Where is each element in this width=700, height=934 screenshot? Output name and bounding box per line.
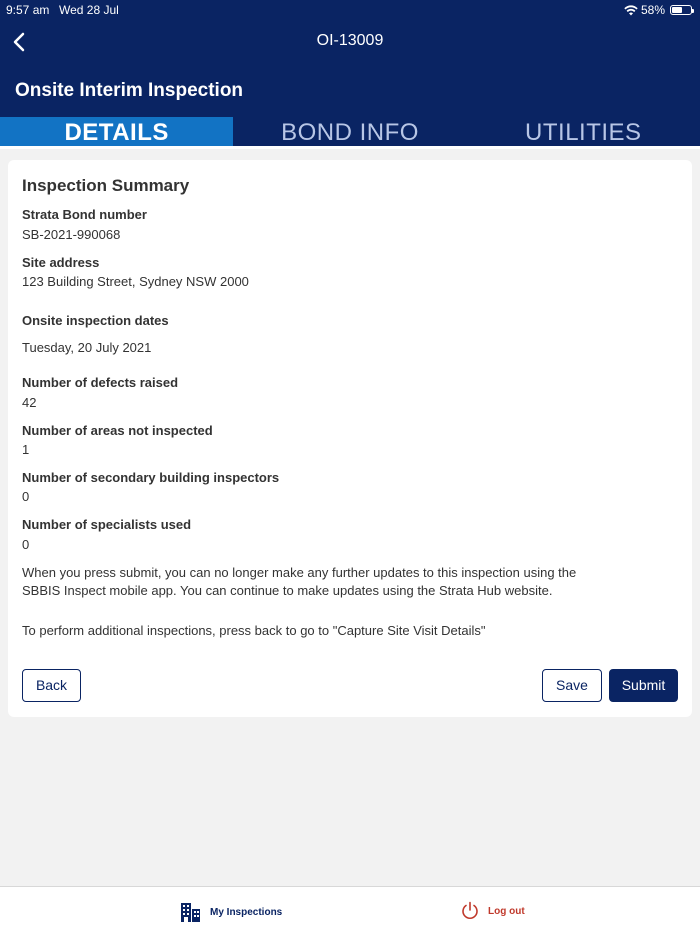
nav-my-inspections-label: My Inspections [210, 906, 283, 918]
inspection-summary-card [8, 160, 692, 717]
specialists-used-label: Number of specialists used [22, 517, 192, 532]
areas-not-inspected-value: 1 [22, 442, 30, 457]
status-right [624, 3, 692, 17]
back-button[interactable]: Back [22, 669, 81, 702]
save-button[interactable]: Save [542, 669, 602, 702]
status-time: 9:57 am [6, 3, 50, 17]
site-address-label: Site address [22, 255, 100, 270]
strata-bond-number-label: Strata Bond number [22, 207, 147, 222]
bottom-nav [0, 886, 700, 934]
status-date: Wed 28 Jul [59, 3, 119, 17]
nav-my-inspections[interactable] [180, 901, 282, 923]
nav-log-out[interactable] [460, 901, 525, 921]
wifi-icon [624, 5, 638, 16]
inspection-dates-label: Onsite inspection dates [22, 313, 169, 328]
tab-bar [0, 117, 700, 149]
specialists-used-value: 0 [22, 537, 30, 552]
submit-note: When you press submit, you can no longer make any further updates to this inspection using the SBBIS Inspect mobile app. You can continue to make updates using the Strata Hub website. [22, 565, 577, 598]
site-address-value: 123 Building Street, Sydney NSW 2000 [22, 274, 249, 289]
defects-raised-label: Number of defects raised [22, 375, 179, 390]
battery-fill [672, 7, 682, 13]
battery-icon [670, 5, 692, 15]
status-bar [0, 0, 700, 20]
power-icon [460, 901, 480, 921]
back-note: To perform additional inspections, press back to go to "Capture Site Visit Details" [22, 623, 486, 638]
areas-not-inspected-label: Number of areas not inspected [22, 423, 213, 438]
defects-raised-value: 42 [22, 395, 37, 410]
secondary-inspectors-label: Number of secondary building inspectors [22, 470, 280, 485]
header-title: OI-13009 [316, 32, 384, 49]
card-title: Inspection Summary [22, 176, 190, 195]
strata-bond-number-value: SB-2021-990068 [22, 227, 121, 242]
secondary-inspectors-value: 0 [22, 489, 30, 504]
tab-utilities[interactable]: UTILITIES [525, 119, 642, 146]
tab-bond-info[interactable]: BOND INFO [281, 119, 419, 146]
submit-button[interactable]: Submit [609, 669, 678, 702]
inspection-dates-value: Tuesday, 20 July 2021 [22, 340, 152, 355]
page-title: Onsite Interim Inspection [15, 80, 244, 101]
tab-details[interactable]: DETAILS [0, 117, 233, 146]
building-icon [180, 901, 202, 923]
app-header [0, 20, 700, 117]
battery-percent: 58% [640, 3, 665, 17]
nav-log-out-label: Log out [488, 905, 525, 917]
